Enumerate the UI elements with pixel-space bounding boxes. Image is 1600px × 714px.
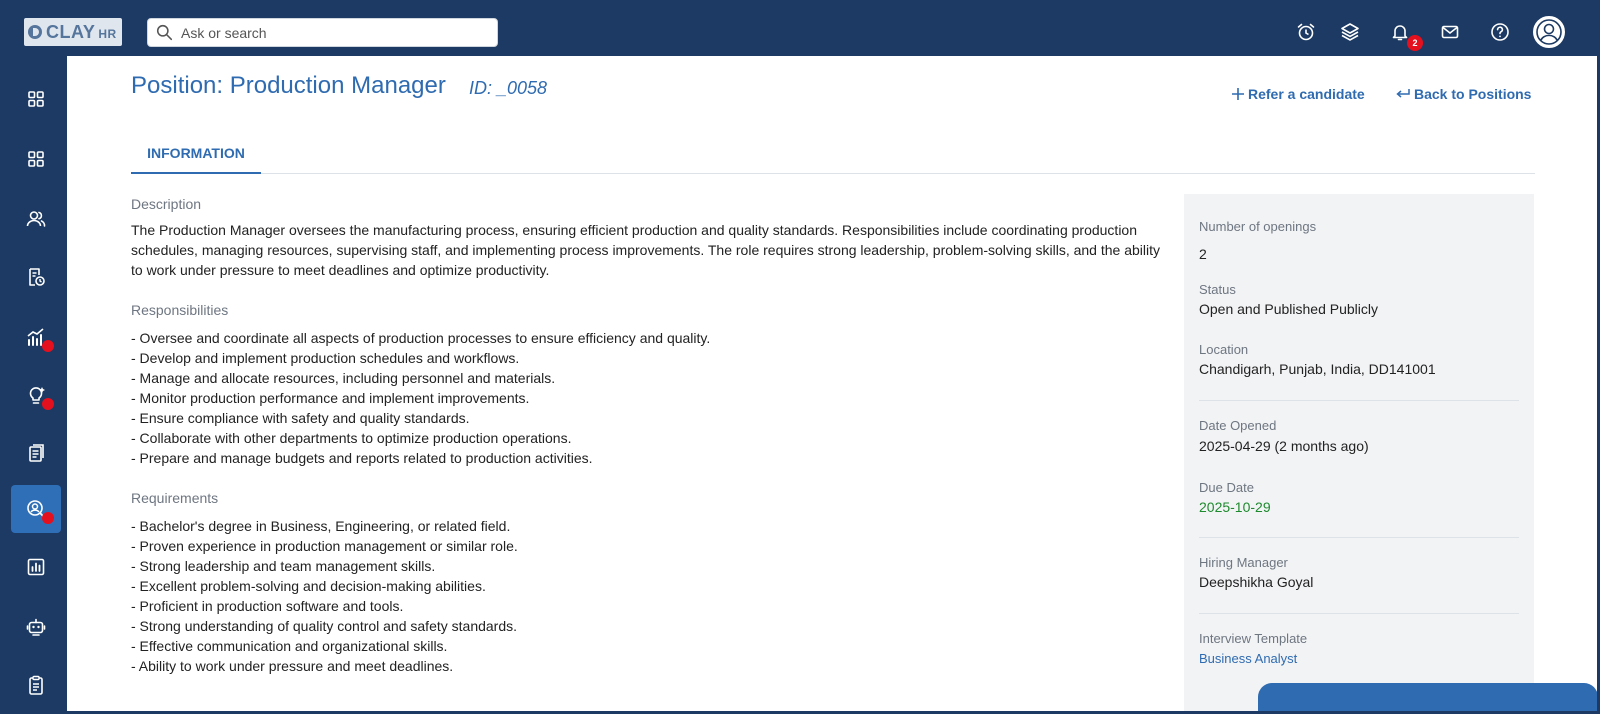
requirements-list <box>131 516 1161 676</box>
list-item: - Collaborate with other departments to optimize production operations. <box>131 430 572 446</box>
divider <box>1199 537 1519 538</box>
back-to-positions-link[interactable] <box>1395 86 1531 102</box>
notification-count-badge: 2 <box>1407 35 1423 51</box>
page-title: Position: Production Manager <box>131 72 446 99</box>
layers-icon[interactable] <box>1338 20 1362 44</box>
document-badge-icon <box>25 266 47 288</box>
alarm-clock-icon[interactable] <box>1294 20 1318 44</box>
list-item: - Ensure compliance with safety and quality standards. <box>131 410 470 426</box>
app-logo[interactable] <box>24 18 122 46</box>
sidebar-item-ideas[interactable] <box>11 371 61 419</box>
sidebar-item-apps[interactable] <box>11 135 61 183</box>
interview-template-label: Interview Template <box>1199 631 1308 646</box>
position-details <box>131 196 1161 676</box>
clipboard-check-icon <box>25 674 47 696</box>
list-item: - Prepare and manage budgets and reports related to production activities. <box>131 450 593 466</box>
tab-information[interactable]: INFORMATION <box>131 134 261 174</box>
help-icon[interactable] <box>1488 20 1512 44</box>
user-avatar[interactable] <box>1533 16 1565 48</box>
description-text: The Production Manager oversees the manufacturing process, ensuring efficient production and quality standards. Responsibilities include coordinating production schedules, managing resources, supervising staff, and implementing process improvements. The role requires strong leadership, problem-solving skills, and the ability to work under pressure to meet deadlines and optimize productivity. <box>131 222 1160 278</box>
robot-icon <box>25 616 47 638</box>
tab-bar <box>131 134 1535 174</box>
description-label: Description <box>131 196 202 212</box>
return-arrow-icon <box>1395 88 1411 100</box>
chat-widget-tab[interactable] <box>1258 683 1597 711</box>
responsibilities-list <box>131 328 1161 468</box>
status-label: Status <box>1199 282 1236 297</box>
hiring-manager-value: Deepshikha Goyal <box>1199 574 1314 590</box>
list-item: - Develop and implement production schedules and workflows. <box>131 350 520 366</box>
sidebar-item-recruitment[interactable] <box>11 485 61 533</box>
sidebar-item-tasks[interactable] <box>11 661 61 709</box>
due-date-label: Due Date <box>1199 480 1254 495</box>
sidebar-item-documents[interactable] <box>11 253 61 301</box>
logo-suffix: HR <box>98 27 117 41</box>
logo-mark-icon <box>28 25 42 39</box>
sidebar-item-assistant[interactable] <box>11 603 61 651</box>
list-item: - Monitor production performance and implement improvements. <box>131 390 530 406</box>
list-item: - Effective communication and organizational skills. <box>131 638 448 654</box>
alert-dot <box>42 340 54 352</box>
sidebar-item-insights[interactable] <box>11 543 61 591</box>
plus-icon <box>1231 87 1245 101</box>
sidebar-item-people[interactable] <box>11 195 61 243</box>
users-icon <box>25 208 47 230</box>
grid-icon <box>25 148 47 170</box>
divider <box>1199 613 1519 614</box>
top-bar <box>3 3 1597 56</box>
list-item: - Proficient in production software and tools. <box>131 598 404 614</box>
bar-chart-icon <box>25 556 47 578</box>
list-item: - Strong understanding of quality control and safety standards. <box>131 618 518 634</box>
list-item: - Manage and allocate resources, including personnel and materials. <box>131 370 556 386</box>
openings-value: 2 <box>1199 246 1207 262</box>
sidebar-item-dashboard[interactable] <box>11 75 61 123</box>
date-opened-label: Date Opened <box>1199 418 1277 433</box>
list-item: - Strong leadership and team management skills. <box>131 558 436 574</box>
details-panel <box>1184 194 1534 711</box>
list-item: - Oversee and coordinate all aspects of production processes to ensure efficiency and quality. <box>131 330 711 346</box>
sidebar <box>3 56 67 711</box>
list-item: - Ability to work under pressure and meet deadlines. <box>131 658 454 674</box>
alert-dot <box>42 398 54 410</box>
refer-candidate-link[interactable] <box>1231 86 1365 102</box>
interview-template-link[interactable]: Business Analyst <box>1199 651 1298 666</box>
requirements-label: Requirements <box>131 490 219 506</box>
sidebar-item-analytics[interactable] <box>11 313 61 361</box>
responsibilities-label: Responsibilities <box>131 302 229 318</box>
clipboard-list-icon <box>25 442 47 464</box>
hiring-manager-label: Hiring Manager <box>1199 555 1288 570</box>
mail-icon[interactable] <box>1438 20 1462 44</box>
list-item: - Proven experience in production management or similar role. <box>131 538 518 554</box>
status-value: Open and Published Publicly <box>1199 301 1379 317</box>
user-icon <box>1536 19 1562 45</box>
date-opened-value: 2025-04-29 (2 months ago) <box>1199 438 1369 454</box>
app-window <box>3 3 1597 711</box>
logo-text: CLAY <box>46 21 96 42</box>
sidebar-item-reports[interactable] <box>11 429 61 477</box>
search-box[interactable] <box>147 18 498 47</box>
position-id: ID: _0058 <box>469 78 548 98</box>
due-date-value: 2025-10-29 <box>1199 499 1271 515</box>
divider <box>1199 400 1519 401</box>
location-label: Location <box>1199 342 1249 357</box>
main-content <box>67 56 1597 711</box>
list-item: - Bachelor's degree in Business, Engineering, or related field. <box>131 518 511 534</box>
search-icon <box>156 24 173 41</box>
grid-icon <box>25 88 47 110</box>
list-item: - Excellent problem-solving and decision-making abilities. <box>131 578 486 594</box>
openings-label: Number of openings <box>1199 219 1317 234</box>
search-input[interactable] <box>181 25 481 41</box>
location-value: Chandigarh, Punjab, India, DD141001 <box>1199 361 1436 377</box>
refer-candidate-label: Refer a candidate <box>1248 86 1365 102</box>
back-to-positions-label: Back to Positions <box>1414 86 1532 102</box>
alert-dot <box>42 512 54 524</box>
